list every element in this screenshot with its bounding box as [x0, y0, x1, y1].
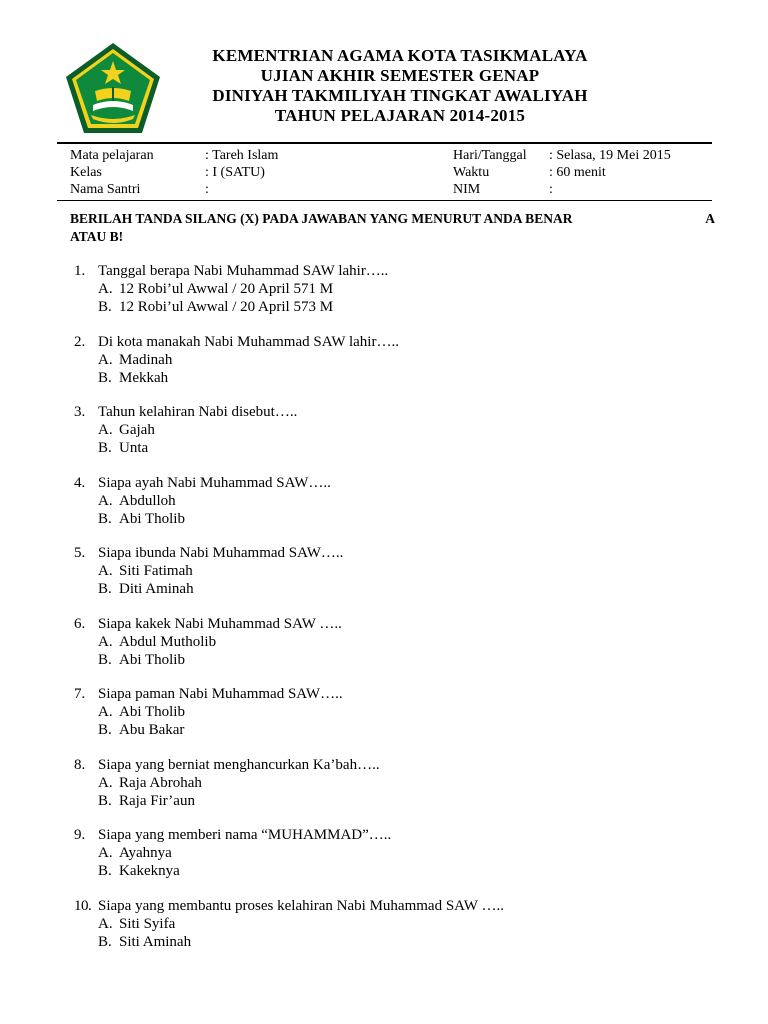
header-line-2: UJIAN AKHIR SEMESTER GENAP: [260, 66, 540, 85]
answer-option[interactable]: [74, 492, 714, 510]
info-value: : Tareh Islam: [205, 148, 279, 163]
option-text: Abi Tholib: [119, 651, 185, 668]
option-text: Abi Tholib: [119, 510, 185, 527]
question-number: 1.: [74, 263, 86, 279]
info-value: :: [549, 182, 553, 197]
option-text: Abi Tholib: [119, 704, 185, 720]
option-letter: A.: [98, 704, 113, 720]
info-label: Mata pelajaran: [70, 148, 154, 163]
option-letter: B.: [98, 299, 112, 315]
question-number: 10.: [74, 897, 92, 914]
question-item: [74, 615, 714, 669]
option-text: Gajah: [119, 422, 155, 438]
info-row-class: [70, 164, 278, 181]
instruction-line-2: ATAU B!: [70, 229, 124, 244]
option-letter: A.: [98, 563, 113, 579]
question-text: Siapa ayah Nabi Muhammad SAW…..: [98, 474, 331, 491]
option-text: Kakeknya: [119, 863, 180, 879]
question-item: [74, 544, 714, 598]
instruction-line-1-end: A: [705, 211, 715, 226]
option-text: Abdul Mutholib: [119, 633, 217, 650]
question-item: [74, 826, 714, 880]
info-divider: [57, 200, 712, 201]
option-text: Siti Syifa: [119, 915, 176, 932]
question-text: Di kota manakah Nabi Muhammad SAW lahir…..: [98, 333, 399, 350]
answer-option[interactable]: [74, 792, 714, 810]
option-letter: B.: [98, 863, 112, 879]
exam-info-left: [70, 147, 278, 198]
info-label: Hari/Tanggal: [453, 148, 527, 163]
option-letter: A.: [98, 492, 113, 509]
answer-option[interactable]: [74, 651, 714, 669]
question-item: [74, 403, 714, 457]
answer-option[interactable]: [74, 933, 714, 951]
answer-option[interactable]: [74, 580, 714, 598]
question-item: [74, 474, 714, 528]
option-letter: B.: [98, 510, 112, 527]
instruction: [70, 210, 715, 246]
answer-option[interactable]: [74, 774, 714, 792]
option-letter: A.: [98, 845, 113, 861]
question-text: Siapa ibunda Nabi Muhammad SAW…..: [98, 545, 344, 561]
info-row-date: [453, 147, 671, 164]
option-letter: A.: [98, 915, 113, 932]
info-row-time: [453, 164, 671, 181]
answer-option[interactable]: [74, 703, 714, 721]
option-text: Abdulloh: [119, 492, 176, 509]
info-row-subject: [70, 147, 278, 164]
option-letter: A.: [98, 774, 113, 791]
exam-info-right: [453, 147, 671, 198]
answer-option[interactable]: [74, 721, 714, 739]
question-item: [74, 262, 714, 316]
answer-option[interactable]: [74, 633, 714, 651]
info-label: Kelas: [70, 165, 102, 180]
option-text: Madinah: [119, 351, 173, 368]
option-text: Raja Fir’aun: [119, 792, 195, 809]
question-number: 2.: [74, 333, 86, 350]
info-label: Waktu: [453, 165, 490, 180]
question-item: [74, 756, 714, 810]
ministry-logo: [63, 41, 163, 137]
question-text: Tanggal berapa Nabi Muhammad SAW lahir…..: [98, 263, 389, 279]
question-item: [74, 333, 714, 387]
answer-option[interactable]: [74, 280, 714, 298]
option-text: 12 Robi’ul Awwal / 20 April 571 M: [119, 281, 334, 297]
option-letter: A.: [98, 281, 113, 297]
info-row-nim: [453, 181, 671, 198]
answer-option[interactable]: [74, 862, 714, 880]
info-value: : 60 menit: [549, 165, 606, 180]
question-number: 4.: [74, 474, 86, 491]
option-text: Siti Fatimah: [119, 563, 193, 579]
option-letter: B.: [98, 722, 112, 738]
info-value: : Selasa, 19 Mei 2015: [549, 148, 671, 163]
question-number: 8.: [74, 756, 86, 773]
option-letter: B.: [98, 369, 112, 386]
answer-option[interactable]: [74, 844, 714, 862]
header-divider: [57, 142, 712, 144]
question-number: 9.: [74, 827, 86, 843]
option-letter: A.: [98, 422, 113, 438]
option-text: Abu Bakar: [119, 722, 185, 738]
question-number: 7.: [74, 686, 86, 702]
document-header: [160, 46, 640, 126]
option-text: Siti Aminah: [119, 933, 192, 950]
option-text: Unta: [119, 440, 149, 456]
question-text: Siapa yang membantu proses kelahiran Nabi Muhammad SAW …..: [98, 897, 504, 914]
option-text: Raja Abrohah: [119, 774, 202, 791]
question-text: Siapa yang memberi nama “MUHAMMAD”…..: [98, 827, 392, 843]
question-number: 3.: [74, 404, 86, 420]
answer-option[interactable]: [74, 562, 714, 580]
answer-option[interactable]: [74, 439, 714, 457]
question-item: [74, 897, 714, 951]
option-text: Mekkah: [119, 369, 169, 386]
question-text: Tahun kelahiran Nabi disebut…..: [98, 404, 298, 420]
option-letter: B.: [98, 651, 112, 668]
answer-option[interactable]: [74, 298, 714, 316]
header-line-1: KEMENTRIAN AGAMA KOTA TASIKMALAYA: [212, 46, 588, 65]
question-item: [74, 685, 714, 739]
option-letter: B.: [98, 792, 112, 809]
instruction-line-1: BERILAH TANDA SILANG (X) PADA JAWABAN YANG MENURUT ANDA BENAR: [70, 211, 573, 226]
header-line-4: TAHUN PELAJARAN 2014-2015: [274, 106, 526, 125]
question-list: [74, 262, 714, 967]
option-text: 12 Robi’ul Awwal / 20 April 573 M: [119, 299, 334, 315]
answer-option[interactable]: [74, 421, 714, 439]
info-label: Nama Santri: [70, 182, 141, 197]
question-number: 5.: [74, 545, 86, 561]
option-letter: B.: [98, 440, 112, 456]
answer-option[interactable]: [74, 369, 714, 387]
info-value: : I (SATU): [205, 165, 265, 180]
option-letter: B.: [98, 933, 112, 950]
option-letter: A.: [98, 633, 113, 650]
option-text: Ayahnya: [119, 845, 172, 861]
info-value: :: [205, 182, 209, 197]
question-number: 6.: [74, 615, 86, 632]
answer-option[interactable]: [74, 351, 714, 369]
question-text: Siapa paman Nabi Muhammad SAW…..: [98, 686, 343, 702]
info-label: NIM: [453, 182, 481, 197]
option-letter: B.: [98, 581, 112, 597]
answer-option[interactable]: [74, 915, 714, 933]
option-letter: A.: [98, 351, 113, 368]
ministry-emblem-icon: [63, 41, 163, 137]
question-text: Siapa kakek Nabi Muhammad SAW …..: [98, 615, 342, 632]
option-text: Diti Aminah: [119, 581, 194, 597]
info-row-student-name: [70, 181, 278, 198]
answer-option[interactable]: [74, 510, 714, 528]
question-text: Siapa yang berniat menghancurkan Ka’bah…..: [98, 756, 380, 773]
header-line-3: DINIYAH TAKMILIYAH TINGKAT AWALIYAH: [212, 86, 588, 105]
